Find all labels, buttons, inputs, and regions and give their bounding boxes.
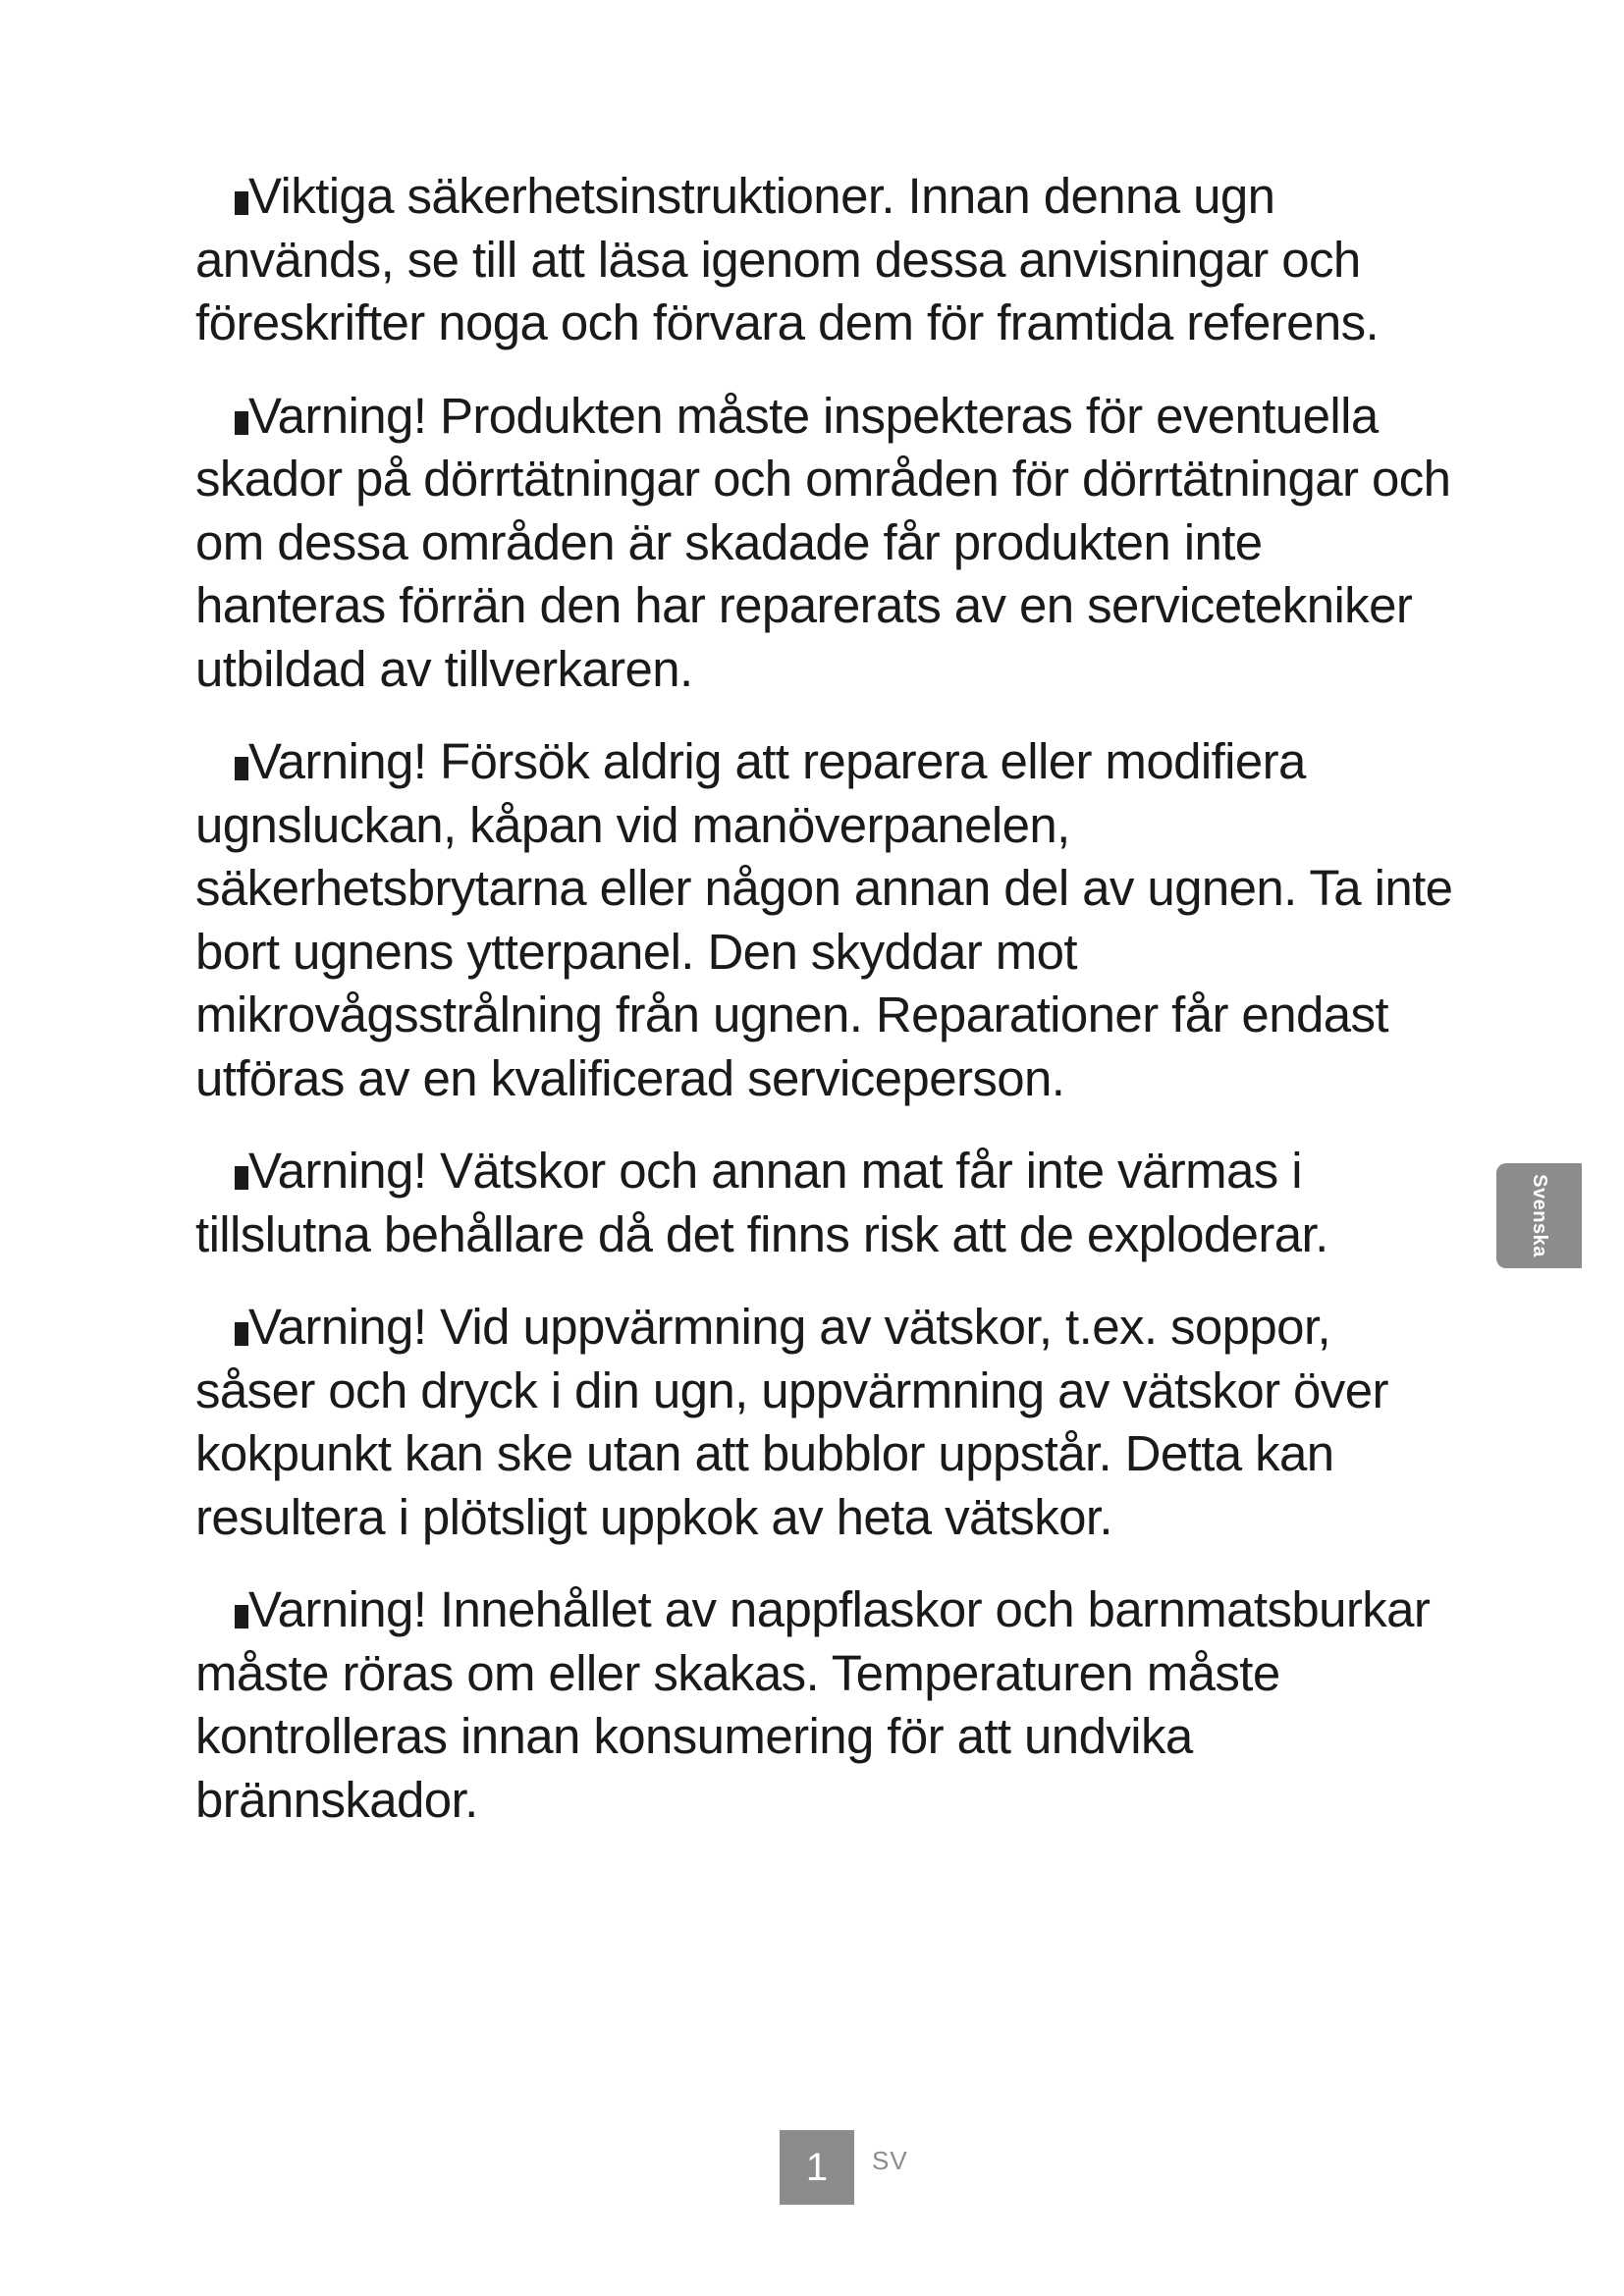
paragraph-text: Varning! Produkten måste inspekteras för eventuella skador på dörrtätningar och områden för dörrtätningar och om dessa områden är skadade får produkten inte hanteras förrän den har reparerats av en servicetekniker utbildad av tillverkaren.: [195, 387, 1451, 697]
safety-instructions: [195, 165, 1462, 1861]
bullet-square-icon: [235, 1322, 248, 1346]
paragraph-text: Varning! Vätskor och annan mat får inte värmas i tillslutna behållare då det finns risk att de exploderar.: [195, 1143, 1328, 1262]
language-side-tab-label: Svenska: [1528, 1174, 1550, 1257]
paragraph-important-safety: [195, 165, 1462, 355]
language-side-tab-label-wrap: [1496, 1163, 1582, 1268]
bullet-square-icon: [235, 757, 248, 780]
bullet-square-icon: [235, 1605, 248, 1629]
page-number: 1: [780, 2130, 854, 2205]
paragraph-warning-baby-bottles: [195, 1578, 1462, 1832]
paragraph-warning-sealed-containers: [195, 1140, 1462, 1266]
paragraph-warning-door-seals: [195, 385, 1462, 702]
paragraph-text: Varning! Innehållet av nappflaskor och barnmatsburkar måste röras om eller skakas. Temperaturen måste kontrolleras innan konsumering för att undvika brännskador.: [195, 1581, 1431, 1828]
language-code: SV: [872, 2146, 908, 2175]
bullet-square-icon: [235, 411, 248, 435]
paragraph-warning-repair: [195, 730, 1462, 1110]
paragraph-text: Viktiga säkerhetsinstruktioner. Innan denna ugn används, se till att läsa igenom dessa anvisningar och föreskrifter noga och förvara dem för framtida referens.: [195, 168, 1380, 350]
bullet-square-icon: [235, 191, 248, 215]
bullet-square-icon: [235, 1166, 248, 1190]
paragraph-text: Varning! Vid uppvärmning av vätskor, t.ex. soppor, såser och dryck i din ugn, uppvärmning av vätskor över kokpunkt kan ske utan att bubblor uppstår. Detta kan resultera i plötsligt uppkok av heta vätskor.: [195, 1299, 1388, 1545]
paragraph-warning-liquids: [195, 1296, 1462, 1549]
paragraph-text: Varning! Försök aldrig att reparera eller modifiera ugnsluckan, kåpan vid manöverpanelen, säkerhetsbrytarna eller någon annan del av ugnen. Ta inte bort ugnens ytterpanel. Den skyddar mot mikrovågsstrålning från ugnen. Reparationer får endast utföras av en kvalificerad serviceperson.: [195, 733, 1453, 1106]
